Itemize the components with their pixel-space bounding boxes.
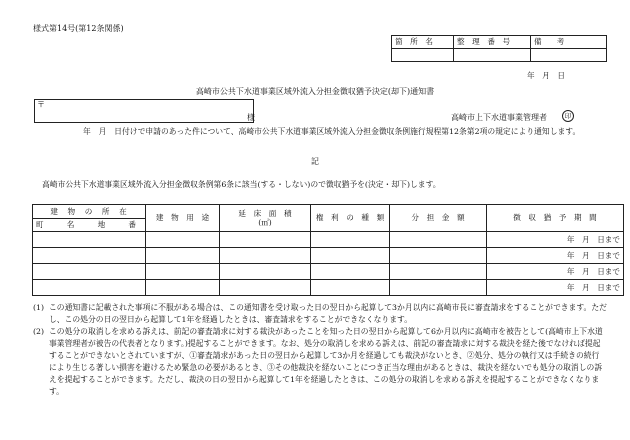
period-cell[interactable]: 年 月 日まで	[487, 232, 624, 248]
ref-cell-location[interactable]	[392, 49, 454, 62]
seal-mark: 印	[562, 110, 574, 122]
address-box[interactable]	[34, 99, 254, 123]
header-location: 建 物 の 所 在	[33, 205, 146, 219]
postal-mark: 〒	[37, 100, 45, 109]
notice-lead: 年 月 日付けで申請のあった件について、	[83, 127, 239, 136]
note-1: (1) この通知書に記載された事項に不服がある場合は、この通知書を受け取った日の翌日から起算して3か月以内に高崎市長に審査請求をすることができます。ただし、この処分の日の翌日から起算して1年を経過したときは、審査請求をすることができなくなります。	[33, 303, 607, 325]
period-cell[interactable]: 年 月 日まで	[487, 248, 624, 264]
table-row[interactable]	[33, 232, 624, 248]
period-cell[interactable]: 年 月 日まで	[487, 264, 624, 280]
ref-cell-number[interactable]	[454, 49, 531, 62]
building-table	[32, 204, 624, 296]
ref-cell-remarks[interactable]	[531, 49, 607, 62]
header-usage: 建 物 用 途	[146, 205, 220, 232]
header-floor-area: 延 床 面 積 (㎡)	[220, 205, 311, 232]
period-cell[interactable]: 年 月 日まで	[487, 280, 624, 296]
header-rights: 権 利 の 種 類	[311, 205, 390, 232]
reference-table	[391, 35, 607, 62]
table-row[interactable]	[33, 248, 624, 264]
ref-header-number: 整 理 番 号	[454, 36, 531, 49]
sender-name: 高崎市上下水道事業管理者	[451, 113, 547, 122]
issue-date: 年 月 日	[527, 71, 565, 80]
table-row[interactable]	[33, 264, 624, 280]
notice-text: 高崎市公共下水道事業区域外流入分担金徴収条例施行規程第12条第2項の規定により通知します。	[238, 127, 581, 136]
ki-heading: 記	[311, 157, 319, 166]
ref-header-location: 箇 所 名	[392, 36, 454, 49]
notice-paragraph	[33, 126, 607, 137]
note-2: (2) この処分の取消しを求める訴えは、前記の審査請求に対する裁決があったことを知った日の翌日から起算して6か月以内に高崎市を被告として(高崎市上下水道事業管理者が被告の代表者となります。)提起することができます。なお、処分の取消しを求める訴えは、前記の審査請求に対する裁決を経た後でなければ提起することができないとされていますが、①審査請求があった日の翌日から起算して3か月を経過しても裁決がないとき、②処分、処分の執行又は手続きの続行により生じる著しい損害を避けるため緊急の必要があるとき、③その他裁決を経ないことにつき正当な理由があるときは、裁決を経ないでも処分の取消しの訴えを提起することができます。ただし、裁決の日の翌日から起算して1年を経過したときは、この処分の取消しを求める訴えを提起することができなくなります。	[33, 327, 603, 397]
header-amount: 分 担 金 額	[390, 205, 487, 232]
addressee-suffix: 様	[247, 113, 255, 122]
header-period: 徴 収 猶 予 期 間	[487, 205, 624, 232]
table-row[interactable]	[33, 280, 624, 296]
header-location-sub: 町 名 地 番	[33, 219, 146, 232]
form-number: 様式第14号(第12条関係)	[33, 24, 124, 33]
decision-text: 高崎市公共下水道事業区域外流入分担金徴収条例第6条に該当(する・しない)ので徴収猶予を(決定・却下)します。	[42, 180, 441, 189]
ref-header-remarks: 備 考	[531, 36, 607, 49]
document-title: 高崎市公共下水道事業区域外流入分担金徴収猶予決定(却下)通知書	[195, 87, 435, 96]
